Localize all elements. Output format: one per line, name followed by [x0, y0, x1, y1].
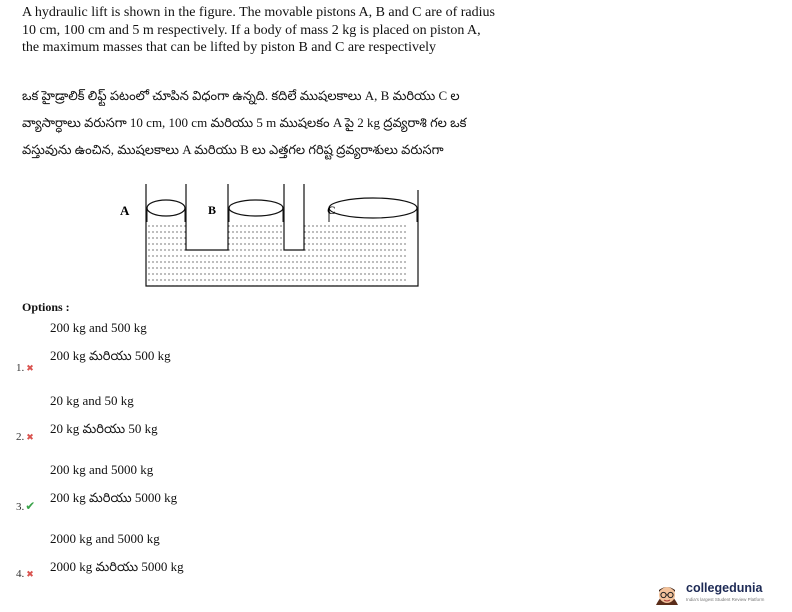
option-1-english: 200 kg and 500 kg	[50, 320, 147, 335]
question-telugu-line: వ్యాసార్ధాలు వరుసగా 10 cm, 100 cm మరియు 5 m ముషలకం A పై 2 kg ద్రవ్యరాశి గల ఒక	[22, 115, 467, 130]
options-title: Options :	[22, 300, 70, 314]
question-english	[22, 4, 582, 57]
label-c: C	[327, 203, 336, 217]
mascot-icon	[652, 579, 682, 609]
question-english-line: 10 cm, 100 cm and 5 m respectively. If a body of mass 2 kg is placed on piston A,	[22, 22, 481, 38]
wrong-mark-icon: ✖	[26, 433, 34, 443]
question-telugu-line: ఒక హైడ్రాలిక్ లిఫ్ట్ పటంలో చూపిన విధంగా ఉన్నది. కదిలే ముషలకాలు A, B మరియు C ల	[22, 88, 460, 103]
option-number-label: 3.	[16, 501, 25, 513]
option-number-label: 2.	[16, 431, 25, 443]
option-3-number	[16, 499, 35, 513]
option-1-telugu: 200 kg మరియు 500 kg	[50, 348, 171, 363]
option-number-label: 4.	[16, 568, 25, 580]
question-telugu	[22, 82, 582, 163]
label-b: B	[208, 203, 217, 217]
option-3-english: 200 kg and 5000 kg	[50, 462, 154, 477]
option-2-english: 20 kg and 50 kg	[50, 393, 134, 408]
option-1-number	[16, 362, 34, 374]
piston-a	[147, 200, 185, 216]
label-a: A	[120, 203, 130, 218]
check-mark-icon: ✔	[25, 499, 36, 513]
question-telugu-line: వస్తువును ఉంచిన, ముషలకాలు A మరియు B లు ఎత్తగల గరిష్ట ద్రవ్యరాశులు వరుసగా	[22, 142, 444, 157]
wrong-mark-icon: ✖	[26, 570, 34, 580]
option-4-english: 2000 kg and 5000 kg	[50, 531, 160, 546]
option-2-number	[16, 431, 34, 443]
logo-tagline: India's largest Student Review Platform	[686, 597, 765, 602]
piston-c	[329, 198, 417, 218]
collegedunia-logo	[652, 579, 786, 609]
question-english-line: A hydraulic lift is shown in the figure. The movable pistons A, B and C are of radius	[22, 5, 495, 20]
question-english-line: the maximum masses that can be lifted by piston B and C are respectively	[22, 40, 437, 55]
option-3-telugu: 200 kg మరియు 5000 kg	[50, 490, 178, 505]
piston-b	[229, 200, 283, 216]
hydraulic-lift-figure	[108, 176, 438, 294]
option-4-telugu: 2000 kg మరియు 5000 kg	[50, 559, 184, 574]
logo-wordmark: collegedunia	[686, 581, 763, 595]
option-2-telugu: 20 kg మరియు 50 kg	[50, 421, 158, 436]
option-number-label: 1.	[16, 362, 25, 374]
liquid-fill	[146, 222, 408, 286]
option-4-number	[16, 568, 34, 580]
wrong-mark-icon: ✖	[26, 364, 34, 374]
